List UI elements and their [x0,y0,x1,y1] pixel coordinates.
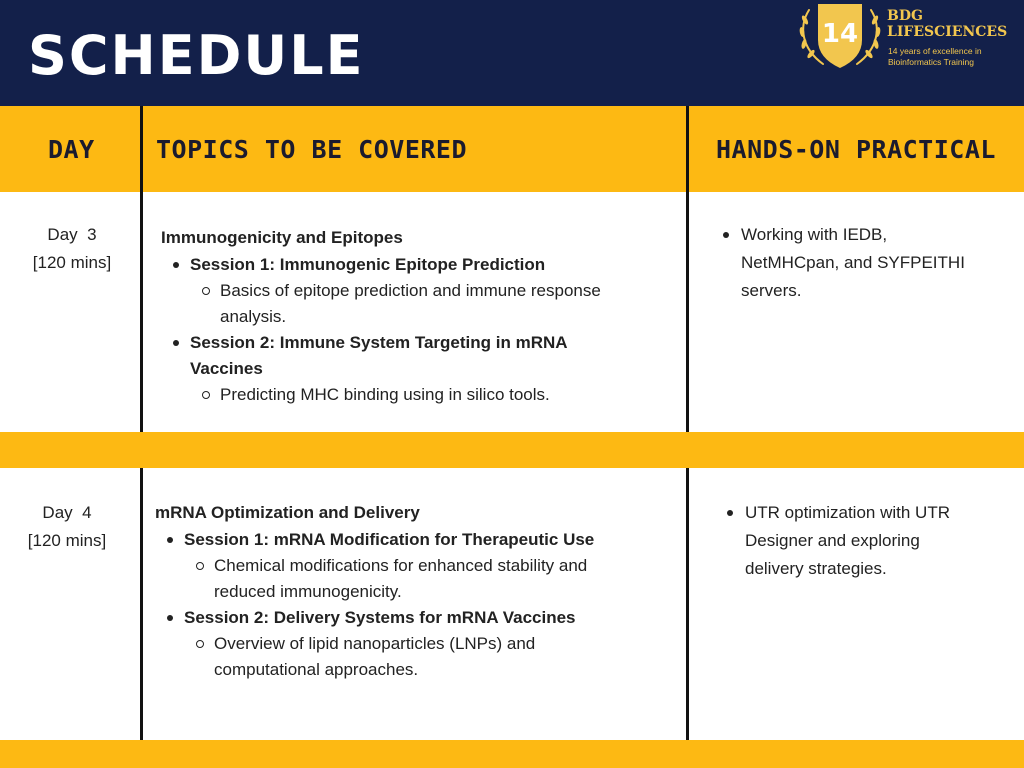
topics-cell [161,225,671,408]
day-cell [0,499,137,555]
topics-cell [155,500,670,683]
practical-line: UTR optimization with UTR [745,503,950,522]
logo-tagline-line1: 14 years of excellence in [888,46,982,56]
column-header-day: DAY [48,134,95,164]
practical-line: delivery strategies. [745,559,887,578]
day-label: Day 4 [42,503,92,522]
logo-name [887,8,1007,40]
logo-name-line1: BDG [887,8,923,24]
practical-line: servers. [741,281,802,300]
session-title-line: Session 1: mRNA Modification for Therapeutic Use [184,530,595,549]
session-item [161,330,671,382]
day-duration: [120 mins] [27,531,107,550]
session-detail [161,278,671,330]
session-list [161,252,671,408]
practical-line: NetMHCpan, and SYFPEITHI [741,253,965,272]
session-detail-line: reduced immunogenicity. [214,582,402,601]
practical-cell [720,221,1020,305]
session-detail-line: Predicting MHC binding using in silico tools. [220,385,550,404]
topic-title: Immunogenicity and Epitopes [161,228,403,247]
session-title-line: Session 1: Immunogenic Epitope Prediction [190,255,546,274]
column-divider-right [686,468,689,740]
footer-band [0,740,1024,768]
practical-cell [724,499,1020,583]
session-detail [161,382,671,408]
day-duration: [120 mins] [32,253,112,272]
session-detail-line: Chemical modifications for enhanced stability and [214,556,588,575]
page-title: SCHEDULE [28,24,365,87]
logo-tagline-line2: Bioinformatics Training [888,57,974,67]
session-title-line: Session 2: Immune System Targeting in mRNA [190,333,568,352]
session-detail [155,553,670,605]
session-detail-line: Basics of epitope prediction and immune response [220,281,601,300]
session-item [155,605,670,631]
day-cell [2,221,142,277]
session-item [155,527,670,553]
session-detail-line: Overview of lipid nanoparticles (LNPs) and [214,634,536,653]
laurel-shield-icon [796,2,884,70]
practical-item [724,499,1020,583]
practical-line: Working with IEDB, [741,225,888,244]
column-divider-right [686,106,689,432]
column-divider-left [140,468,143,740]
column-header-practical: HANDS-ON PRACTICAL [716,134,996,164]
logo-name-line2: LIFESCIENCES [887,24,1008,40]
company-logo [796,2,1021,72]
session-title-line: Vaccines [190,359,263,378]
session-title-line: Session 2: Delivery Systems for mRNA Vaccines [184,608,576,627]
practical-line: Designer and exploring [745,531,920,550]
session-detail [155,631,670,683]
session-list [155,527,670,683]
session-detail-line: computational approaches. [214,660,419,679]
logo-badge-number: 14 [821,19,859,49]
header-bar [0,0,1024,106]
day-label: Day 3 [47,225,97,244]
row-separator-band [0,432,1024,468]
session-item [161,252,671,278]
practical-item [720,221,1020,305]
column-header-topics: TOPICS TO BE COVERED [156,134,468,164]
session-detail-line: analysis. [220,307,287,326]
logo-tagline [888,46,1018,68]
topic-title: mRNA Optimization and Delivery [155,503,420,522]
